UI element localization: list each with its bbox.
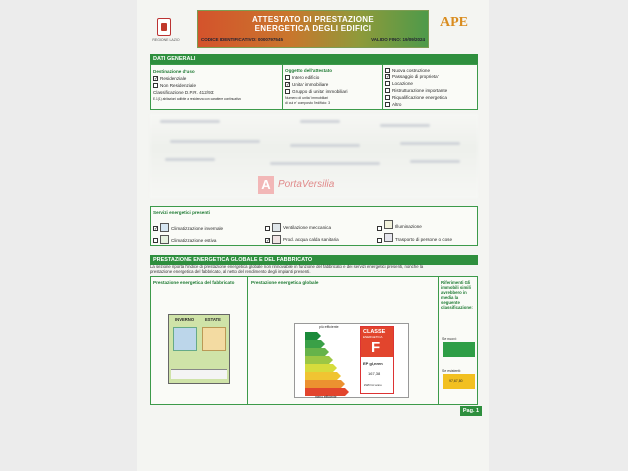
intero-edificio-checkbox[interactable] (285, 75, 290, 80)
acqua-calda-checkbox[interactable]: ✓ (266, 238, 271, 244)
classe-chart (294, 323, 409, 398)
classe-label: CLASSE (363, 329, 386, 335)
ape-logo: APE (440, 15, 468, 30)
elevator-icon (384, 233, 393, 242)
se-esistenti-label: Se esistenti: (442, 369, 462, 373)
trasporto-checkbox[interactable] (377, 238, 382, 243)
dati-generali-box (150, 64, 478, 110)
meno-efficiente-label: meno efficiente (315, 395, 337, 399)
passaggio-label: Passaggio di proprieta' (392, 74, 439, 79)
illuminazione-label: Illuminazione (395, 224, 422, 229)
title-line-2: ENERGETICA DEGLI EDIFICI (254, 24, 372, 33)
non-residenziale-checkbox[interactable] (153, 83, 158, 88)
riqualificazione-label: Riqualificazione energetica (392, 95, 447, 100)
ristrutturazione-checkbox[interactable] (385, 88, 390, 93)
ep-unit: kWh/m² anno (364, 383, 382, 387)
section-prestazione: PRESTAZIONE ENERGETICA GLOBALE E DEL FABBRICATO (150, 255, 478, 265)
ref-value: 97,67,80 (449, 379, 463, 383)
altro-label: Altro (392, 102, 402, 107)
classe-value: F (371, 339, 381, 356)
bar-class-a3 (305, 340, 321, 348)
document-page (137, 0, 489, 471)
codice-identificativo: CODICE IDENTIFICATIVO: 0000797545 (201, 37, 283, 42)
bar-class-a1 (305, 356, 329, 364)
faces-scale-icon (171, 369, 227, 379)
se-nuovi-label: Se nuovi: (442, 337, 457, 341)
cooling-icon (160, 235, 169, 244)
fabbricato-title: Prestazione energetica del fabbricato (153, 280, 235, 285)
ventilation-icon (272, 223, 281, 232)
summer-house-icon (202, 327, 226, 351)
ref-existing-arrow (443, 374, 475, 389)
unita-immobiliare-label: Unita' immobiliare (292, 82, 329, 87)
ristrutturazione-label: Ristrutturazione importante (392, 88, 448, 93)
fabbricato-chart (168, 314, 230, 384)
ventilazione-checkbox[interactable] (265, 226, 270, 231)
bar-class-e (305, 380, 341, 388)
right-margin (489, 0, 628, 471)
residenziale-checkbox[interactable]: ✓ (154, 76, 159, 82)
hot-water-icon (272, 235, 281, 244)
locazione-checkbox[interactable] (385, 81, 390, 86)
watermark-logo (258, 176, 373, 194)
emblem-text: REGIONE LAZIO (152, 38, 180, 42)
riqualificazione-checkbox[interactable] (385, 95, 390, 100)
trasporto-label: Trasporto di persone o cose (395, 237, 453, 242)
numero-unita: Numero di unita' immobiliari (285, 96, 329, 100)
validita: VALIDO FINO: 19/09/2024 (371, 37, 425, 42)
servizi-box (150, 206, 478, 246)
clima-estiva-checkbox[interactable] (153, 238, 158, 243)
watermark-letter: A (258, 176, 274, 194)
residenziale-label: Residenziale (160, 76, 187, 81)
piu-efficiente-label: più efficiente (319, 325, 339, 329)
winter-house-icon (173, 327, 197, 351)
servizi-title: Servizi energetici presenti (153, 210, 210, 215)
prestazione-intro: La sezione riporta l'indice di prestazione energetica globale non rinnovabile in funzione del fabbricato e dei servizi energetici presenti, nonche la prestazione energetica del fabbricato, al netto del rendimento degli impianti presenti. (150, 264, 424, 274)
lightbulb-icon (384, 220, 393, 229)
region-emblem-icon (157, 18, 171, 36)
passaggio-checkbox[interactable]: ✓ (386, 74, 391, 80)
nuova-costruzione-label: Nuova costruzione (392, 68, 431, 73)
riferimenti-text: Riferimenti Gli immobili simili avrebbero in media la seguente classificazione: (441, 280, 473, 310)
watermark-text: PortaVersilia (278, 179, 335, 190)
page-number: Pag. 1 (460, 406, 482, 416)
numero-unita-2: di cui e' composto l'edificio: 3 (285, 101, 331, 105)
classe-sub: ENERGETICA (363, 335, 383, 339)
bar-class-b (305, 364, 333, 372)
clima-invernale-label: Climatizzazione invernale (171, 226, 224, 231)
heating-icon (160, 223, 169, 232)
section-dati-generali: DATI GENERALI (150, 54, 478, 64)
estate-label: ESTATE (205, 317, 221, 322)
inverno-label: INVERNO (175, 317, 195, 322)
left-margin (0, 0, 137, 471)
ref-new-arrow (443, 342, 475, 357)
classificazione: Classificazione D.P.R. 412/93: (153, 90, 215, 95)
ep-value: 167,38 (368, 371, 381, 376)
title-line-1: ATTESTATO DI PRESTAZIONE (251, 15, 375, 24)
ventilazione-label: Ventilazione meccanica (283, 225, 332, 230)
intero-edificio-label: Intero edificio (292, 75, 320, 80)
bar-class-c (305, 372, 337, 380)
clima-invernale-checkbox[interactable]: ✓ (154, 226, 159, 232)
bar-class-a4 (305, 332, 317, 340)
oggetto-title: Oggetto dell'attestato (285, 68, 333, 73)
non-residenziale-label: Non Residenziale (160, 83, 197, 88)
ep-label: EP gl,nren (363, 361, 383, 366)
locazione-label: Locazione (392, 81, 413, 86)
clima-estiva-label: Climatizzazione estiva (171, 238, 217, 243)
classe-box (360, 326, 394, 394)
unita-immobiliare-checkbox[interactable]: ✓ (286, 82, 291, 88)
prestazione-box (150, 276, 478, 405)
globale-title: Prestazione energetica globale (251, 280, 319, 285)
destinazione-title: Destinazione d'uso (153, 69, 195, 74)
altro-checkbox[interactable] (385, 102, 390, 107)
title-banner (197, 10, 429, 48)
nuova-costruzione-checkbox[interactable] (385, 68, 390, 73)
bar-class-a2 (305, 348, 325, 356)
acqua-calda-label: Prod. acqua calda sanitaria (283, 237, 339, 242)
gruppo-unita-label: Gruppo di unita' immobiliari (292, 89, 348, 94)
classificazione-note: E.1(1) abitazioni adibite a residenza con carattere continuativo (153, 97, 242, 101)
illuminazione-checkbox[interactable] (377, 226, 382, 231)
gruppo-unita-checkbox[interactable] (285, 89, 290, 94)
